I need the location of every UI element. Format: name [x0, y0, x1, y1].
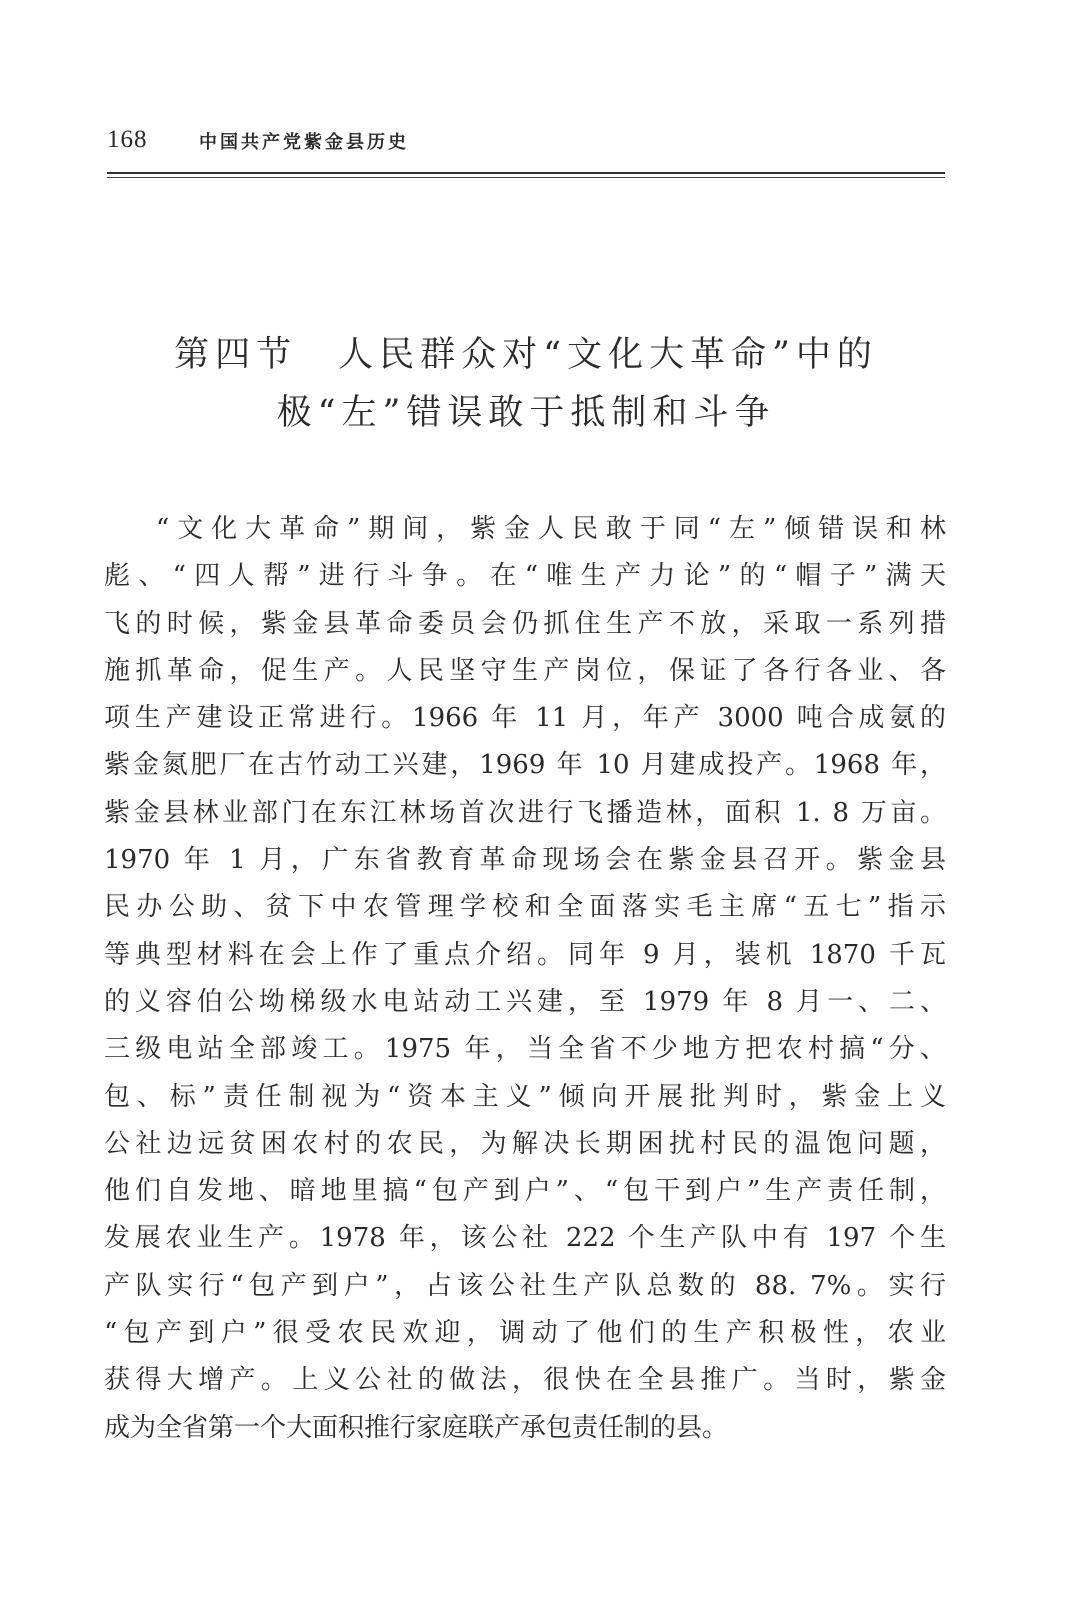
body-line: 飞的时候，紫金县革命委员会仍抓住生产不放，采取一系列措 [104, 608, 946, 639]
body-line: 项生产建设正常进行。1966 年 11 月，年产 3000 吨合成氨的 [104, 703, 946, 734]
body-line: 施抓革命，促生产。人民坚守生产岗位，保证了各行各业、各 [104, 655, 946, 686]
body-line: 包、标”责任制视为“资本主义”倾向开展批判时，紫金上义 [104, 1081, 946, 1112]
body-line: 三级电站全部竣工。1975 年，当全省不少地方把农村搞“分、 [104, 1034, 946, 1065]
body-line: 民办公助、贫下中农管理学校和全面落实毛主席“五七”指示 [104, 892, 946, 923]
section-title-line: 极“左”错误敢于抵制和斗争 [276, 393, 776, 433]
body-line: 公社边远贫困农村的农民，为解决长期困扰村民的温饱问题， [104, 1128, 946, 1159]
body-line: 紫金氮肥厂在古竹动工兴建，1969 年 10 月建成投产。1968 年， [104, 750, 946, 781]
body-line: 1970 年 1 月，广东省教育革命现场会在紫金县召开。紫金县 [104, 845, 946, 876]
body-line: 等典型材料在会上作了重点介绍。同年 9 月，装机 1870 千瓦 [104, 939, 946, 970]
running-header-title: 中国共产党紫金县历史 [199, 132, 409, 153]
body-line: 产队实行“包产到户”，占该公社生产队总数的 88. 7%。实行 [104, 1270, 946, 1301]
header-rule-thin [107, 177, 945, 178]
page-number: 168 [107, 126, 148, 153]
body-line: 彪、“四人帮”进行斗争。在“唯生产力论”的“帽子”满天 [104, 561, 946, 592]
header-rule-thick [107, 172, 945, 174]
body-line: 他们自发地、暗地里搞“包产到户”、“包干到户”生产责任制， [104, 1176, 946, 1207]
running-header [107, 126, 945, 166]
body-line: 成为全省第一个大面积推行家庭联产承包责任制的县。 [104, 1412, 729, 1443]
section-title [107, 326, 945, 442]
body-line: 的义容伯公坳梯级水电站动工兴建，至 1979 年 8 月一、二、 [104, 986, 946, 1017]
body-line: 发展农业生产。1978 年，该公社 222 个生产队中有 197 个生 [104, 1223, 946, 1254]
body-line: “文化大革命”期间，紫金人民敢于同“左”倾错误和林 [156, 514, 946, 544]
body-paragraph [104, 506, 946, 1452]
section-title-line: 第四节 人民群众对“文化大革命”中的 [174, 335, 878, 375]
body-line: 获得大增产。上义公社的做法，很快在全县推广。当时，紫金 [104, 1365, 946, 1396]
body-line: “包产到户”很受农民欢迎，调动了他们的生产积极性，农业 [104, 1318, 946, 1349]
body-line: 紫金县林业部门在东江林场首次进行飞播造林，面积 1. 8 万亩。 [104, 797, 946, 828]
